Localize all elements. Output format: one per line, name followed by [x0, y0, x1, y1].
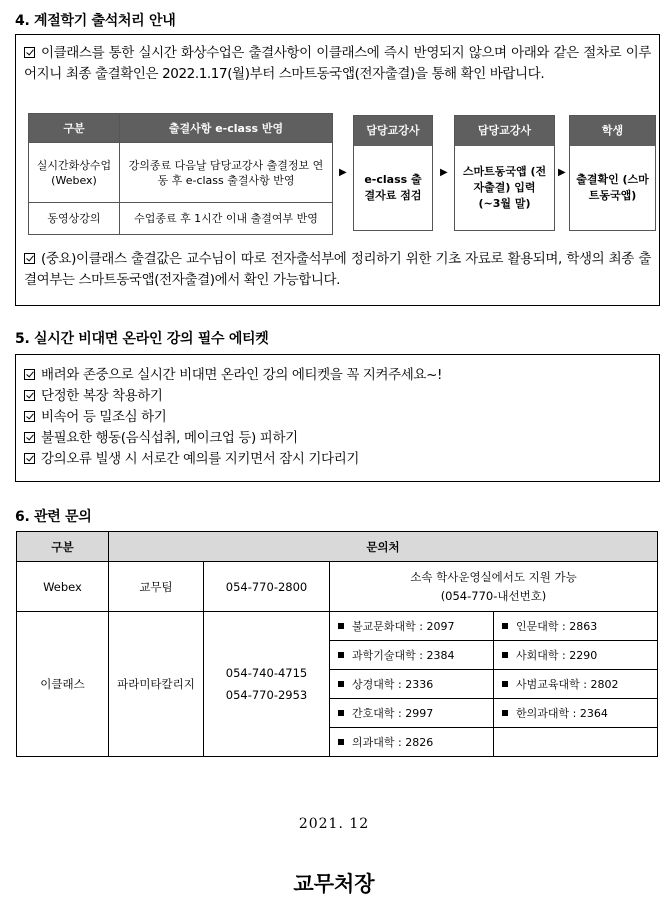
bullet-square-icon: [338, 652, 344, 658]
step-3-body: 출결확인 (스마트동국앱): [576, 173, 649, 202]
issuer-signature: 교무처장: [293, 871, 375, 896]
bullet-square-icon: [338, 623, 344, 629]
flow-header-reflect: 출결사항 e-class 반영: [120, 114, 333, 143]
bullet-square-icon: [502, 652, 508, 658]
flow-row1-type: 실시간화상수업 (Webex): [29, 143, 120, 203]
college-contact: 과학기술대학 : 2384: [330, 641, 494, 670]
notice-paragraph-2: (중요)이클래스 출결값은 교수님이 따로 전자출석부에 정리하기 위한 기초 자료로 활용되며, 학생의 최종 출결여부는 스마트동국앱(전자출결)에서 확인 가능합니다.: [24, 251, 651, 288]
step-1-head: 담당교강사: [354, 116, 432, 146]
college-contact: 의과대학 : 2826: [330, 728, 494, 757]
checkbox-icon: [24, 411, 35, 422]
flow-arrow-icon: ▶: [339, 167, 347, 178]
step-2-head: 담당교강사: [455, 116, 554, 146]
college-contact: 불교문화대학 : 2097: [330, 612, 494, 641]
step-2-body: 스마트동국앱 (전자출결) 입력 (~3월 말): [462, 165, 547, 210]
etiquette-item: 비속어 등 밀조심 하기: [24, 407, 651, 428]
flow-row2-type: 동영상강의: [29, 203, 120, 235]
bullet-square-icon: [338, 681, 344, 687]
webex-phone: 054-770-2800: [204, 562, 330, 612]
bullet-square-icon: [502, 710, 508, 716]
step-1-body: e-class 출결자료 점검: [364, 173, 422, 202]
etiquette-item: 배려와 존중으로 실시간 비대면 온라인 강의 에티켓을 꼭 지켜주세요~!: [24, 365, 651, 386]
eclass-phones: [204, 612, 330, 757]
step-instructor-input: [454, 115, 555, 231]
checkbox-icon: [24, 253, 35, 264]
college-contact: 사범교육대학 : 2802: [494, 670, 658, 699]
section-5-title: 5. 실시간 비대면 온라인 강의 필수 에티켓: [15, 331, 269, 347]
checkbox-icon: [24, 390, 35, 401]
flow-header-type: 구분: [29, 114, 120, 143]
step-3-head: 학생: [570, 116, 655, 146]
contact-table: [16, 531, 658, 757]
checkbox-icon: [24, 47, 35, 58]
eclass-type: 이클래스: [17, 612, 109, 757]
webex-note-line1: 소속 학사운영실에서도 지원 가능: [410, 569, 577, 584]
bullet-square-icon: [502, 623, 508, 629]
step-instructor-check: [353, 115, 433, 231]
document-date: 2021. 12: [298, 816, 370, 832]
step-student-confirm: [569, 115, 656, 231]
eclass-phone-1: 054-740-4715: [225, 666, 308, 680]
etiquette-item: 불필요한 행동(음식섭취, 메이크업 등) 피하기: [24, 428, 651, 449]
etiquette-item: 강의오류 빌생 시 서로간 예의를 지키면서 잠시 기다리기: [24, 449, 651, 470]
college-contact: 한의과대학 : 2364: [494, 699, 658, 728]
bullet-square-icon: [338, 710, 344, 716]
college-contact: 사회대학 : 2290: [494, 641, 658, 670]
flow-arrow-icon: ▶: [440, 167, 448, 178]
checkbox-icon: [24, 432, 35, 443]
checkbox-icon: [24, 453, 35, 464]
flow-row2-reflect: 수업종료 후 1시간 이내 출결여부 반영: [120, 203, 333, 235]
webex-type: Webex: [17, 562, 109, 612]
college-contact: 상경대학 : 2336: [330, 670, 494, 699]
contact-header-contact: 문의처: [109, 532, 658, 562]
webex-dept: 교무팀: [109, 562, 204, 612]
bullet-square-icon: [502, 681, 508, 687]
college-contact: 인문대학 : 2863: [494, 612, 658, 641]
bullet-square-icon: [338, 739, 344, 745]
eclass-phone-2: 054-770-2953: [225, 688, 308, 702]
college-contact: 간호대학 : 2997: [330, 699, 494, 728]
section-4-title: 4. 계절학기 출석처리 안내: [15, 13, 176, 29]
eclass-dept: 파라미타칼리지: [109, 612, 204, 757]
etiquette-item: 단정한 복장 착용하기: [24, 386, 651, 407]
empty-cell: [494, 728, 658, 757]
flow-arrow-icon: ▶: [558, 167, 566, 178]
checkbox-icon: [24, 369, 35, 380]
webex-note: [330, 562, 658, 612]
flow-row1-reflect: 강의종료 다음날 담당교강사 출결정보 연동 후 e-class 출결사항 반영: [120, 143, 333, 203]
section-6-title: 6. 관련 문의: [15, 509, 92, 525]
contact-header-type: 구분: [17, 532, 109, 562]
webex-note-line2: (054-770-내선번호): [440, 588, 547, 603]
attendance-reflection-table: [28, 113, 333, 235]
notice-paragraph-1: 이클래스를 통한 실시간 화상수업은 출결사항이 이클래스에 즉시 반영되지 않으며 아래와 같은 절차로 이루어지니 최종 출결확인은 2022.1.17(월)부터 스마트동국앱(전자출결)을 통해 확인 바랍니다.: [24, 45, 651, 82]
etiquette-box: [15, 354, 660, 482]
